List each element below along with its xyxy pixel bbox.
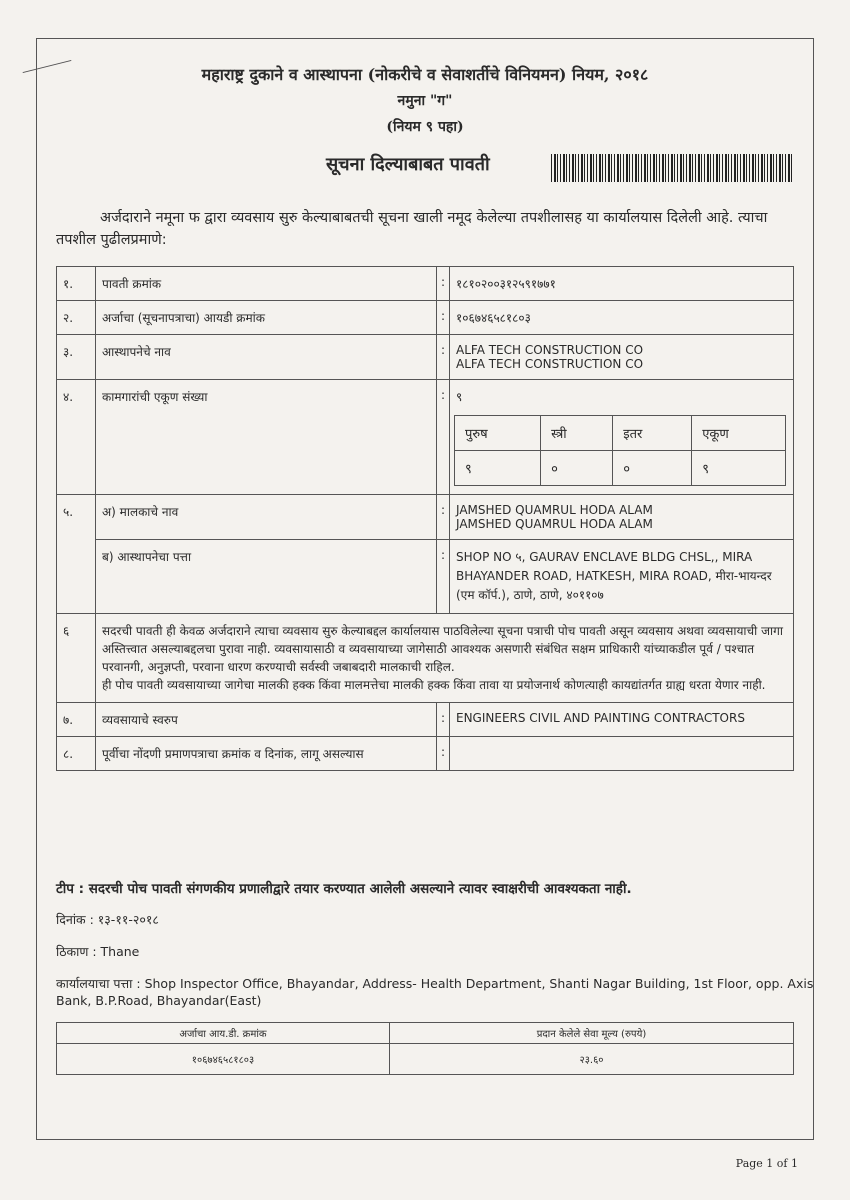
header-line-1: महाराष्ट्र दुकाने व आस्थापना (नोकरीचे व सेवाशर्तीचे विनियमन) नियम, २०१८	[201, 65, 649, 84]
table-row	[57, 335, 794, 380]
application-id: १०६७४६५८१८०३	[450, 301, 794, 335]
table-row	[57, 1044, 794, 1075]
table-row	[57, 267, 794, 301]
header-female: स्त्री	[541, 416, 613, 451]
table-row	[57, 380, 794, 495]
owner-name-line-1: JAMSHED QUAMRUL HODA ALAM	[456, 503, 653, 517]
worker-count	[450, 380, 794, 495]
table-row	[455, 451, 786, 486]
value-female: ०	[541, 451, 613, 486]
colon: :	[437, 737, 450, 771]
business-type: ENGINEERS CIVIL AND PAINTING CONTRACTORS	[450, 703, 794, 737]
colon: :	[437, 703, 450, 737]
note: टीप : सदरची पोच पावती संगणकीय प्रणालीद्वारे तयार करण्यात आलेली असल्याने त्यावर स्वाक्षरीची आवश्यकता नाही.	[56, 881, 632, 897]
details-table	[56, 266, 794, 771]
previous-registration	[450, 737, 794, 771]
page-number: Page 1 of 1	[735, 1157, 798, 1170]
row-number: ७.	[57, 703, 96, 737]
owner-name	[450, 495, 794, 540]
fee-table	[56, 1022, 794, 1075]
table-row	[57, 614, 794, 703]
value-male: ९	[455, 451, 541, 486]
header-total: एकूण	[692, 416, 786, 451]
date: दिनांक : १३-११-२०१८	[56, 912, 159, 927]
row-number: १.	[57, 267, 96, 301]
table-row	[57, 495, 794, 540]
row-number: ६	[57, 614, 96, 703]
disclaimer-para-1: सदरची पावती ही केवळ अर्जदाराने त्याचा व्यवसाय सुरु केल्याबद्दल कार्यालयास पाठविलेल्या सूचना पत्राची पोच पावती असून व्यवसाय अथवा व्यवसायाची जागा अस्तित्त्वात असल्याबद्दलचा पुरावा नाही. व्यवसायासाठी व व्यवसायाच्या जागेसाठी आवश्यक असणारी संबंधित सक्षम प्राधिकारी यांच्याकडील पूर्व / पश्चात परवानगी, अनुज्ञप्ती, परवाना धारण करण्याची सर्वस्वी जबाबदारी मालकाची राहिल.	[102, 624, 783, 674]
document-title: सूचना दिल्याबाबत पावती	[326, 154, 490, 175]
worker-breakdown-table	[454, 415, 786, 486]
colon: :	[437, 335, 450, 380]
colon: :	[437, 495, 450, 540]
colon: :	[437, 267, 450, 301]
row-label: अ) मालकाचे नाव	[96, 495, 437, 540]
establishment-name	[450, 335, 794, 380]
header-line-3: (नियम ९ पहा)	[386, 119, 464, 135]
colon: :	[437, 540, 450, 614]
header-line-2: नमुना "ग"	[397, 93, 453, 109]
row-label: पावती क्रमांक	[96, 267, 437, 301]
table-row	[57, 703, 794, 737]
intro-paragraph: अर्जदाराने नमूना फ द्वारा व्यवसाय सुरु केल्याबाबतची सूचना खाली नमूद केलेल्या तपशीलासह या कार्यालयास दिलेली आहे. त्याचा तपशील पुढीलप्रमाणे:	[56, 210, 768, 248]
establishment-name-line-2: ALFA TECH CONSTRUCTION CO	[456, 357, 644, 371]
row-label: कामगारांची एकूण संख्या	[96, 380, 437, 495]
row-number: ५.	[57, 495, 96, 614]
table-row	[57, 737, 794, 771]
fee-header-id: अर्जाचा आय.डी. क्रमांक	[57, 1023, 390, 1044]
owner-name-line-2: JAMSHED QUAMRUL HODA ALAM	[456, 517, 653, 531]
office-address: कार्यालयाचा पत्ता : Shop Inspector Office, Bhayandar, Address- Health Department, Shanti Nagar Building, 1st Floor, opp. Axis Bank, B.P.Road, Bhayandar(East)	[56, 976, 814, 1008]
table-row	[57, 301, 794, 335]
table-row	[455, 416, 786, 451]
fee-amount: २३.६०	[390, 1044, 794, 1075]
establishment-name-line-1: ALFA TECH CONSTRUCTION CO	[456, 343, 644, 357]
disclaimer	[96, 614, 794, 703]
header-other: इतर	[613, 416, 692, 451]
colon: :	[437, 380, 450, 495]
row-label: पूर्वीचा नोंदणी प्रमाणपत्राचा क्रमांक व दिनांक, लागू असल्यास	[96, 737, 437, 771]
table-row	[57, 540, 794, 614]
fee-application-id: १०६७४६५८१८०३	[57, 1044, 390, 1075]
value-other: ०	[613, 451, 692, 486]
row-number: ४.	[57, 380, 96, 495]
worker-total: ९	[456, 390, 463, 404]
row-number: ३.	[57, 335, 96, 380]
value-total: ९	[692, 451, 786, 486]
disclaimer-para-2: ही पोच पावती व्यवसायाच्या जागेचा मालकी हक्क किंवा मालमत्तेचा मालकी हक्क किंवा तावा या प्रयोजनार्थ कोणत्याही कायद्यांतर्गत ग्राह्य धरता येणार नाही.	[102, 678, 766, 692]
place: ठिकाण : Thane	[56, 944, 140, 959]
row-label: व्यवसायाचे स्वरुप	[96, 703, 437, 737]
row-number: २.	[57, 301, 96, 335]
table-row	[57, 1023, 794, 1044]
header-male: पुरुष	[455, 416, 541, 451]
fee-header-amount: प्रदान केलेले सेवा मूल्य (रुपये)	[390, 1023, 794, 1044]
colon: :	[437, 301, 450, 335]
row-label: अर्जाचा (सूचनापत्राचा) आयडी क्रमांक	[96, 301, 437, 335]
row-label: ब) आस्थापनेचा पत्ता	[96, 540, 437, 614]
establishment-address: SHOP NO ५, GAURAV ENCLAVE BLDG CHSL,, MIRA BHAYANDER ROAD, HATKESH, MIRA ROAD, मीरा-भायन्दर (एम कॉर्प.), ठाणे, ठाणे, ४०११०७	[450, 540, 794, 614]
barcode	[551, 154, 793, 182]
row-number: ८.	[57, 737, 96, 771]
receipt-number: १८१०२००३१२५९१७७१	[450, 267, 794, 301]
row-label: आस्थापनेचे नाव	[96, 335, 437, 380]
